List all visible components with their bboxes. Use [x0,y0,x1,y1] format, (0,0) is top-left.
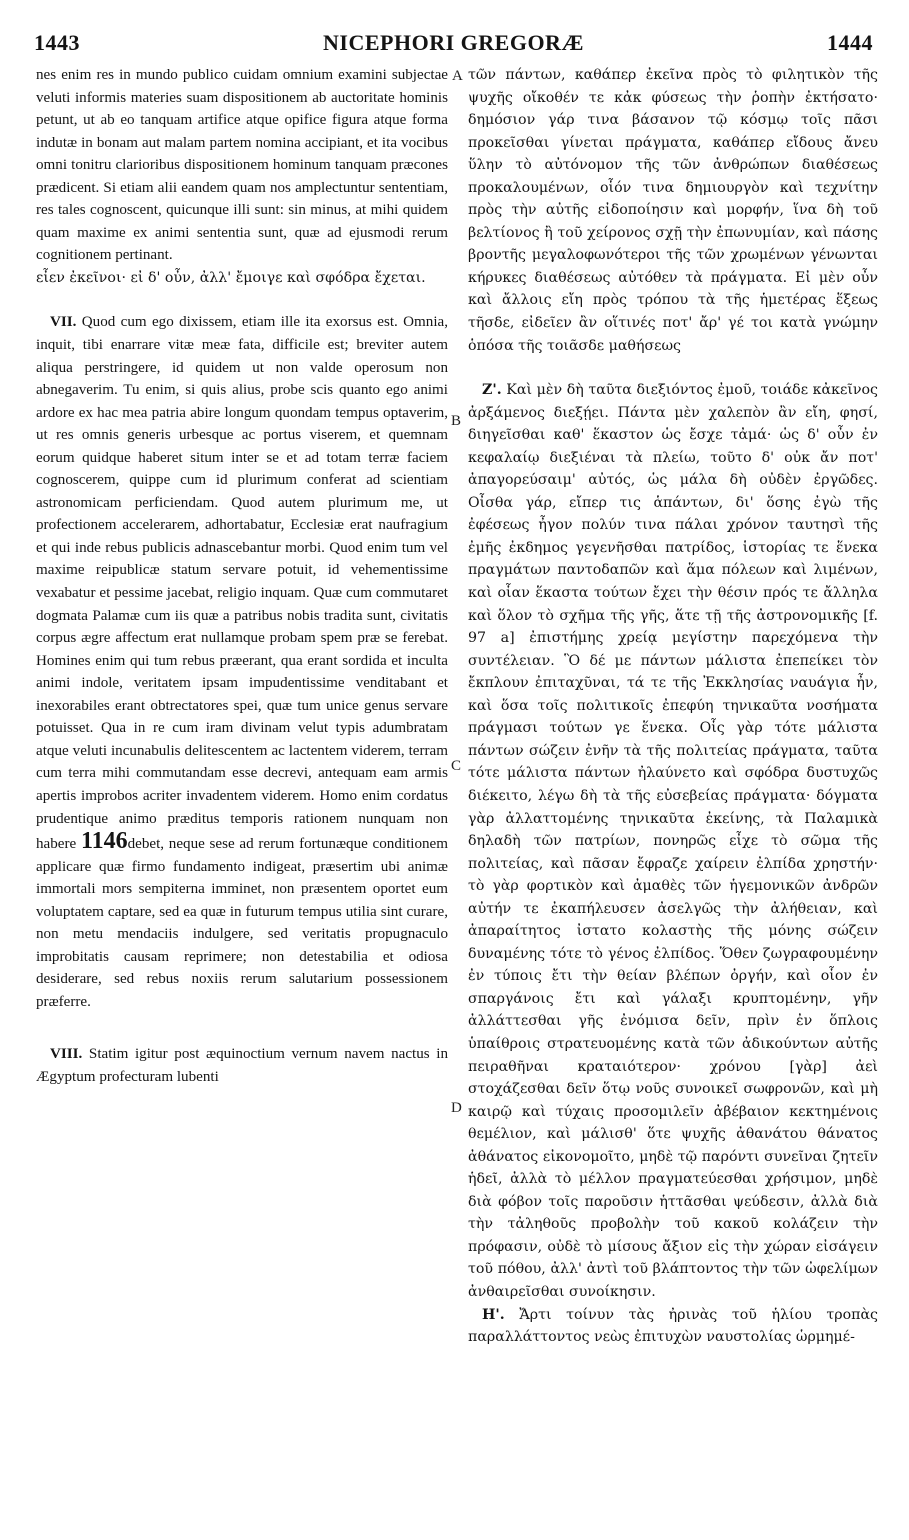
greek-section-8 [468,1304,878,1349]
greek-section-8-text: Ἄρτι τοίνυν τὰς ἠρινὰς τοῦ ἡλίου τροπὰς παραλλάττοντος νεὼς ἐπιτυχὼν ναυστολίας ὡρμημέ- [468,1306,878,1346]
running-title: NICEPHORI GREGORÆ [323,30,584,55]
section-number-latin-7: VII. [50,314,77,331]
greek-intro-paragraph: τῶν πάντων, καθάπερ ἐκεῖνα πρὸς τὸ φιλητικὸν τῆς ψυχῆς οἴκοθέν τε κἀκ φύσεως τὴν ῥοπὴν ἐκτήσατο· δημόσιον γάρ τινα βάσανον τῷ κόσμῳ τοῖς πᾶσι προκεῖσθαι γίνεται πράγματα, καθάπερ εἴδους ἄνευ ὕλην τὸ αὐτόνομον τῆς τῶν ἀνθρώπων διαθέσεως προκαλουμένων, οἷόν τινα δημιουργὸν καὶ τεχνίτην πρὸς τὴν αὐτῆς εἰδοποίησιν καὶ μορφήν, ἵνα δὴ τοῦ βελτίονος ἢ τοῦ χείρονος σχῇ τὴν ἐπωνυμίαν, καὶ πάσης βροντῆς μεγαλοφωνότεροι τῆς τῶν χρωμένων γένωνται κήρυκες διαθέσεως αὐτόθεν τὰ πράγματα. Εἰ μὲν οὖν καὶ ἄλλοις εἴη πρὸς τρόπου τὰ τῆς ἡμετέρας ἕξεως τῆσδε, εἰδεῖεν ἂν οἵτινές ποτ' ἄρ' γέ τοι κατὰ γνώμην ὁπόσα τῆς τοιᾶσδε μαθήσεως [468,67,878,354]
latin-section-7 [36,311,448,1013]
latin-section-8-text: Statim igitur post æquinoctium vernum navem nactus in Ægyptum profecturam lubenti [36,1046,448,1085]
margin-letter-b: B [451,413,462,429]
margin-page-number: 1146 [80,828,128,855]
left-page-number: 1443 [34,30,80,55]
section-number-greek-8: Η'. [482,1306,505,1323]
section-number-greek-7: Ζ'. [482,382,502,399]
greek-column [468,64,878,1349]
margin-letter-d: D [451,1100,462,1116]
margin-letter-a: A [452,68,463,84]
margin-letter-c: C [451,758,462,774]
latin-section-7-continued: debet, neque sese ad rerum fortunæque conditionem applicare quæ firmo fundamento indigeat, præsertim ubi animæ immortali mors sempiterna imminet, non præsentem oportet eum voluptatem captare, sed ea quæ in futurum tempus utilia sint curare, non metu mendaciis indulgere, sed veritatis propugnaculo improbitatis causam reprimere; non detestabilia et odiosa desiderare, sed rebus noxiis rerum salutarium possessionem præferre. [36,836,448,1010]
section-number-latin-8: VIII. [50,1046,83,1063]
paragraph-gap [36,289,448,311]
right-page-number: 1444 [827,30,873,55]
latin-section-7-text: Quod cum ego dixissem, etiam ille ita exorsus est. Omnia, inquit, tibi enarrare vitæ meæ fata, difficile est; breviter autem aliqua perstringere, id quidem ut non valde operosum non abnegaverim. Tu enim, si quis alius, probe scis quanto ego animi ardore ex hac mea patria abire longum quondam tempus optaverim, ut res omnis generis urbesque ac portus viserem, et quemnam eorum quidque haberet situm inter se et ad totam terræ faciem cognoscerem, quippe cum id plurimum conferat ad scientiam astronomicam perficiendam. Quod autem plurimum me, ut profectionem accelerarem, adhortabatur, Ecclesiæ erat naufragium et qui inde rebus publicis adnascebantur morbi. Quod enim tum vel maxime reipublicæ statum servare potuit, id vehementissime vexabatur et pessime jacebat, religio inquam. Quæ cum commutaret dogmata Palamæ cum iis quæ a patribus nobis tradita sunt, civitatis corpus ægre affectum erat nullamque probam spem præ se ferebat. Homines enim qui tum rebus præerant, qua erant sordida et inculta animi indole, veritatem ipsam impudentissime venditabant et inexorabiles erant obtrectatores spei, quæ tum unice genus servare potuisset. Qua in re cum iram divinam velut typis adumbratam atque veluti incunabulis delitescentem ac lactentem viderem, terram cum terra mihi commutandam esse decrevi, antequam eam armis apertis improbos acriter invadentem viderem. Homo enim cordatus prudentique animo præditus temporis rationem nunquam non habere [36,314,448,853]
greek-tail-line: εἶεν ἐκεῖνοι· εἰ δ' οὖν, ἀλλ' ἔμοιγε καὶ σφόδρα ἔχεται. [36,269,426,286]
greek-section-7 [468,379,878,1303]
page-header [34,30,873,56]
latin-column [36,64,448,1089]
paragraph-gap [468,357,878,379]
greek-section-7-text: Καὶ μὲν δὴ ταῦτα διεξιόντος ἐμοῦ, τοιάδε κἀκεῖνος ἀρξάμενος διεξῄει. Πάντα μὲν χαλεπὸν ἂν εἴη, φησί, διηγεῖσθαι καθ' ἕκαστον ὡς ἔσχε τἀμά· ὡς δ' οὖν ἐν κεφαλαίῳ διεξιέναι τὰ πλείω, τοῦτο δ' οὐκ ἄν ποτ' ἀπαγορεύσαιμ' αὐτός, ὡς μάλα δὴ οὐδὲν ἐργῶδες. Οἶσθα γάρ, εἴπερ τις ἁπάντων, δι' ὅσης ἐγὼ τῆς ἐφέσεως ἦγον πολύν τινα πάλαι χρόνον ταυτησὶ τῆς ἐμῆς ἐκδημος γεγενῆσθαι πατρίδος, ἱστορίας τε ἕνεκα πραγμάτων παντοδαπῶν καὶ ἅμα πόλεων καὶ λιμένων, καὶ οἷαν ἕκαστα τούτων ἔχει τὴν θέσιν πρός τε ἄλληλα καὶ ὅλον τὸ σχῆμα τῆς γῆς, ἅτε τῇ τῆς ἀστρονομικῆς [f. 97 a] ἐπιστήμης χρείᾳ μεγίστην παρεχόμενα τὴν συντέλειαν. Ὃ δέ με πάντων μάλιστα ἐπεπείκει τὸν ἔκπλουν ἐπιταχῦναι, τά τε τῆς Ἐκκλησίας ναυάγια ἦν, καὶ ὅσα τοῖς πολιτικοῖς ἐπεφύη τηνικαῦτα νοσήματα πράγμασι τούτων γε ἕνεκα. Οἷς γὰρ τότε μάλιστα πάντων σώζειν ἐνῆν τὰ τῆς πολιτείας πράγματα, ταῦτα τότε μάλιστα πάντων ἠλαύνετο καὶ σφόδρα δυστυχῶς διέκειτο, λέγω δὴ τὰ τῆς εὐσεβείας πράγματα· δόγματα γὰρ ἀλλαττομένης τηνικαῦτα ἐκείνης, τὰ Παλαμικὰ δηλαδὴ τῶν πατρίων, πονηρῶς εἶχε τὸ σῶμα τῆς πολιτείας, καὶ πᾶσαν ἔφραζε χαίρειν ἐλπίδα χρηστήν· τὸ γὰρ φορτικὸν καὶ ἀμαθὲς τῶν ἡγεμονικῶν ἀνδρῶν αὐτήν τε ἐκαπήλευσεν ἀσελγῶς τὴν ἀλήθειαν, καὶ ἀπαραίτητος ἰστατο κολαστὴς τῆς μόνης σώζειν δυναμένης τότε τὸ γένος ἐλπίδος. Ὅθεν ζωγραφουμένην ἐν τύποις ἔτι τὴν θείαν βλέπων ὀργήν, καὶ οἷον ἐν σπαργάνοις ἔτι καὶ γάλαξι κρυπτομένην, γῆν ἀλλάττεσθαι γῆς ἐνόμισα δεῖν, πρὶν ἐν ὅπλοις ὑπαίθροις στρατευομένης κατὰ τῶν ἀδικούντων αὐτῆς πειραθῆναι κραταιότερον· χρόνου [γὰρ] ἀεὶ στοχάζεσθαι δεῖν ὅτῳ νοῦς συνοικεῖ σωφρονῶν, καὶ μὴ καιρῷ καὶ τύχαις προσομιλεῖν ἀβέβαιον κεκτημένοις θεμέλιον, καὶ μάλισθ' ὅτε ψυχῆς ἀθανάτου θάνατος ἀθάνατος εἰκονομοῖτο, μηδὲ τῷ παρόντι συνεῖναι ζητεῖν ἡδεῖ, ἀλλὰ τὸ μέλλον πραγματεύεσθαι χρήσιμον, μηδὲ διὰ φόβον τοῖς παροῦσιν ἡττᾶσθαι ψεύδεσιν, ἀλλὰ διὰ τὴν τἀληθοῦς προβολὴν τοῦ κακοῦ κολάζειν τὴν πρόφασιν, οὐδὲ τὸ μίσους ἄξιον εἰς τὴν χώραν εἰσάγειν τοῦ πόθου, ἀλλ' ἀντὶ τοῦ βλάπτοντος τὴν τῶν ὠφελίμων ἀνθαιρεῖσθαι συνοίκησιν. [468,382,879,1300]
section-gap [36,1013,448,1043]
latin-section-8 [36,1043,448,1088]
latin-intro-paragraph: nes enim res in mundo publico cuidam omnium examini subjectae veluti informis materies suam dispositionem ab auctoritate hominis petunt, ut ab eo tanquam artifice atque opifice figura atque forma indutæ in bonam aut malam partem nomina accipiant, et ita vocibus omni tonitru clarioribus dispositionem hominum tanquam præcones prædicent. Si etiam alii eandem quam nos amplectuntur sententiam, res tales cognoscent, quicunque illi sunt: sin minus, at mihi quidem quam maxime ex animi sententia sunt, quæ ad ejusmodi rerum cognitionem pertinant. [36,67,448,264]
